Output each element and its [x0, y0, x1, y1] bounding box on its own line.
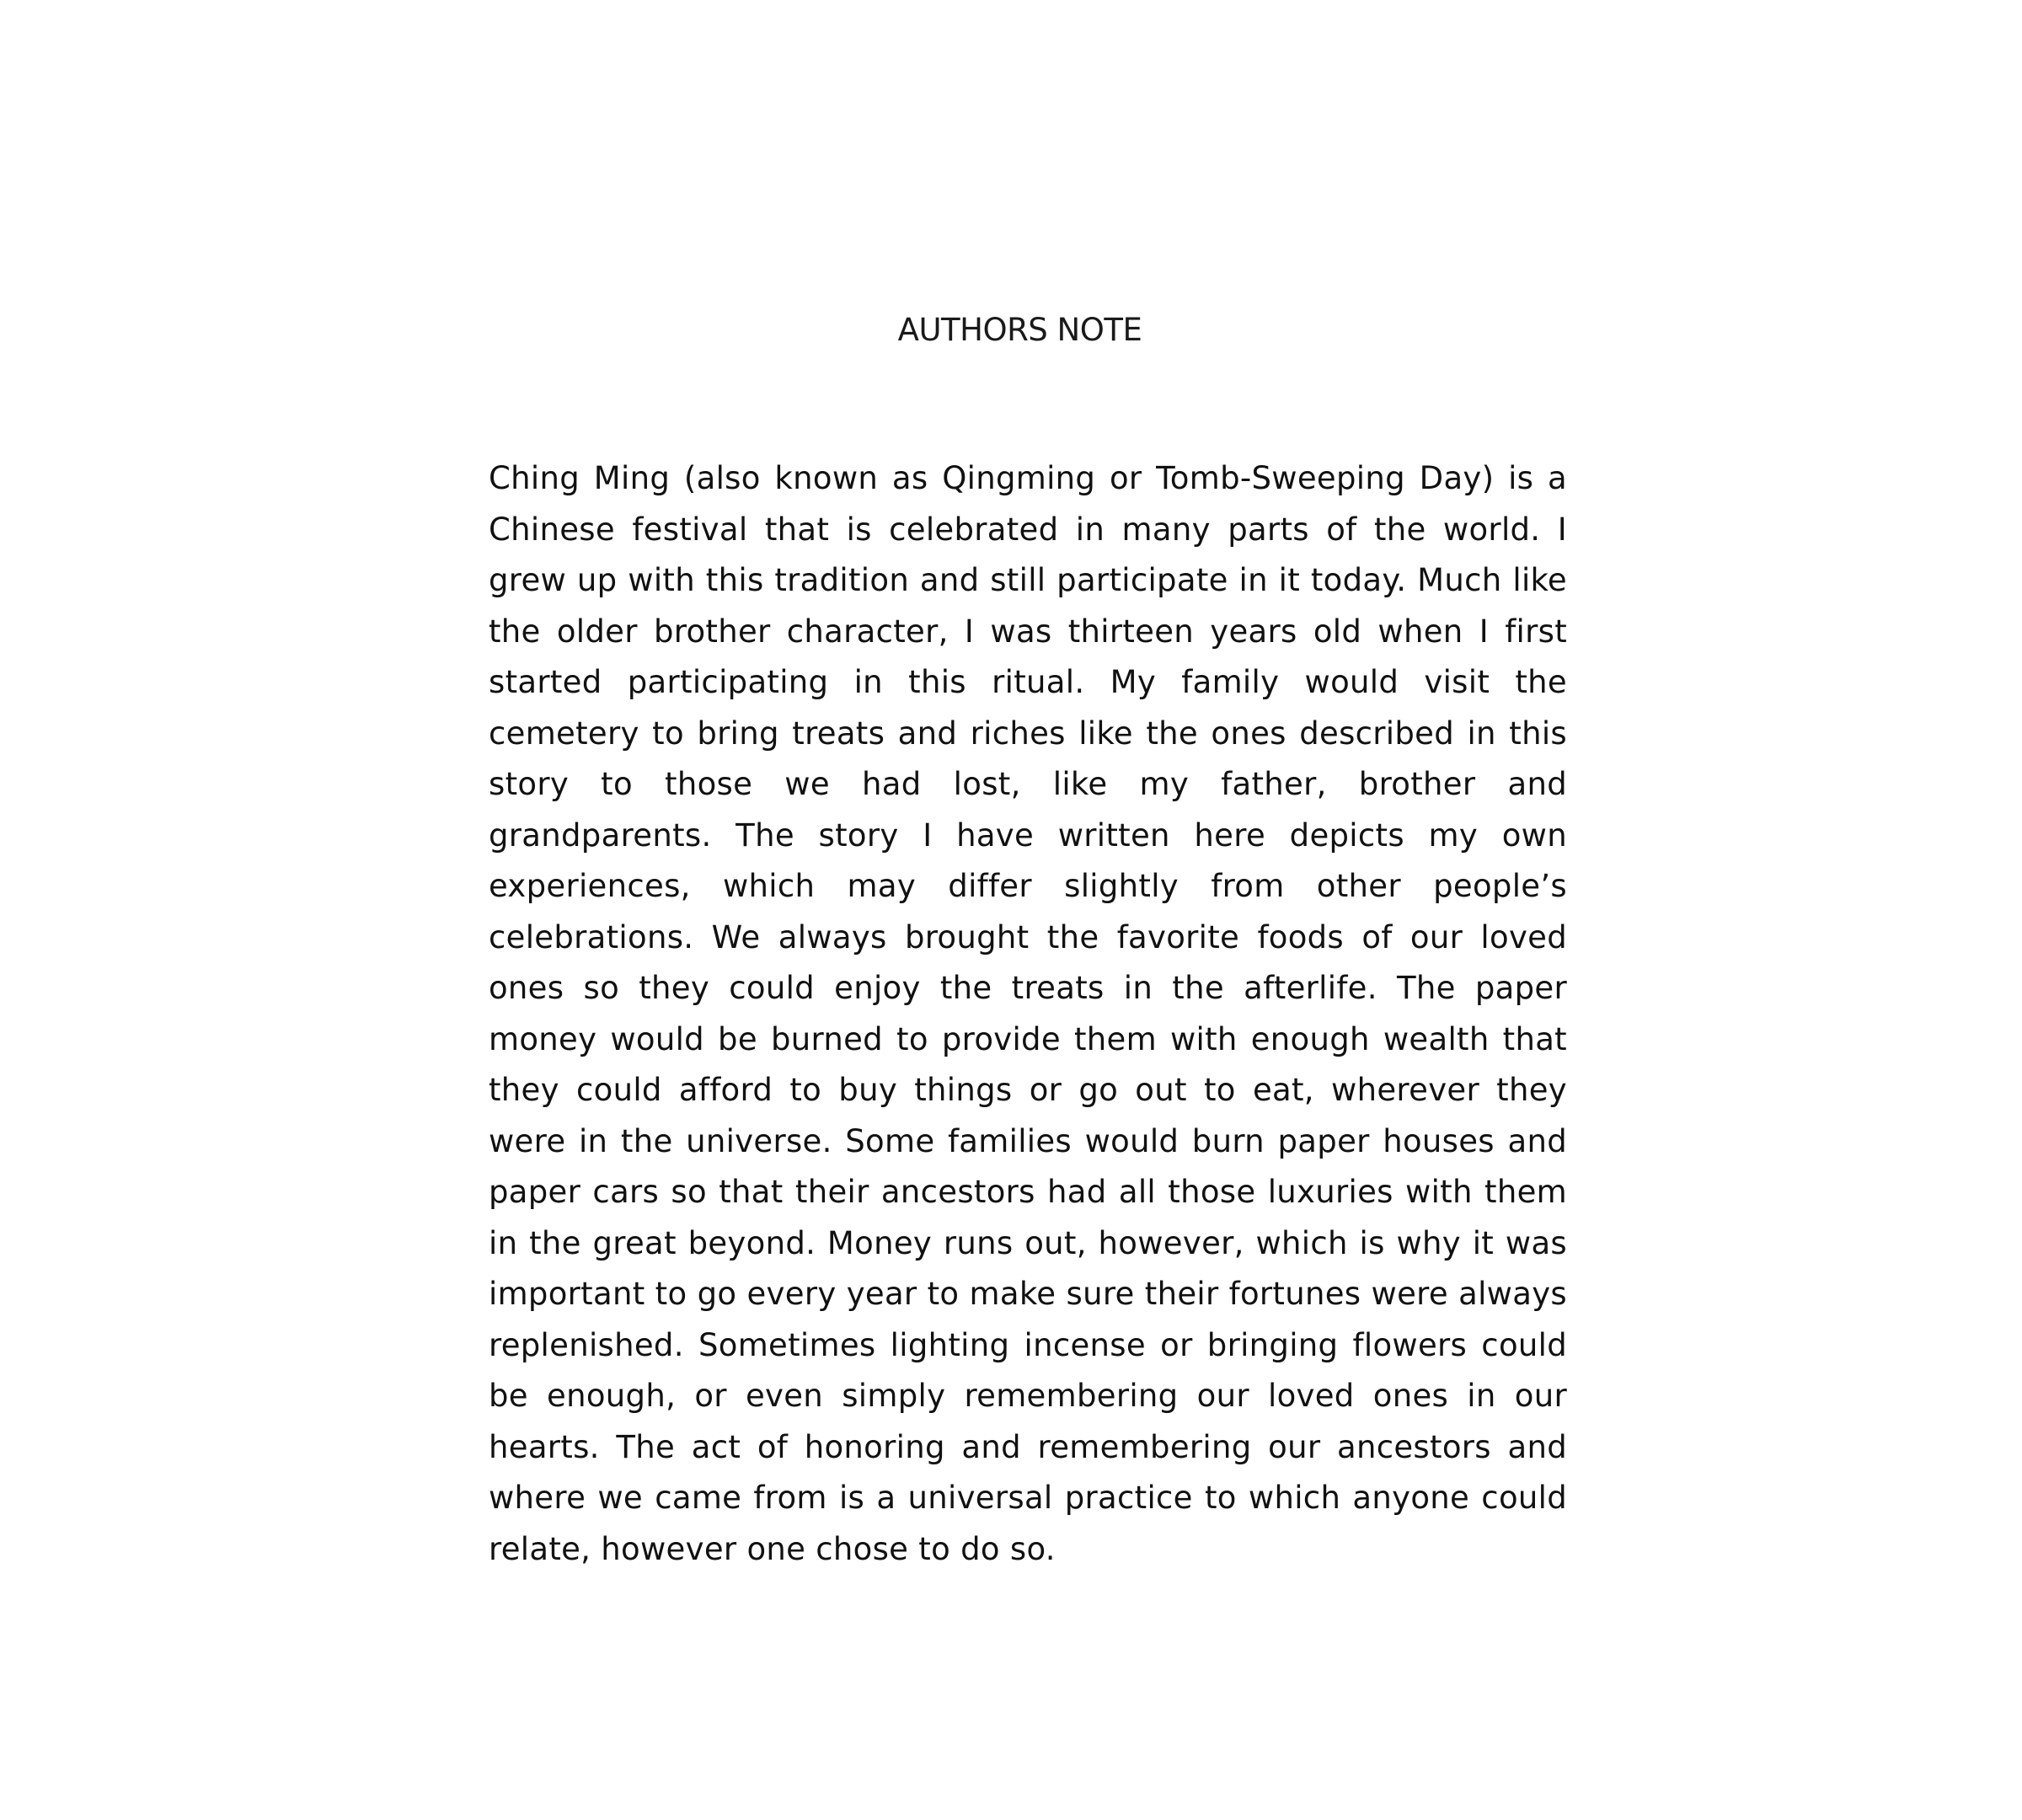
authors-note-paragraph: Ching Ming (also known as Qingming or Tomb-Sweeping Day) is a Chinese festival that is celebrated in many parts of the world. I grew up with this tradition and still participate in it today. Much like the older brother character, I was thirteen years old when I first started participating in this ritual. My family would visit the cemetery to bring treats and riches like the ones described in this story to those we had lost, like my father, brother and grandparents. The story I have written here depicts my own experiences, which may differ slightly from other people’s celebrations. We always brought the favorite foods of our loved ones so they could enjoy the treats in the afterlife. The paper money would be burned to provide them with enough wealth that they could afford to buy things or go out to eat, wherever they were in the universe. Some families would burn paper houses and paper cars so that their ancestors had all those luxuries with them in the great beyond. Money runs out, however, which is why it was important to go every year to make sure their fortunes were always replenished. Sometimes lighting incense or bringing flowers could be enough, or even simply remembering our loved ones in our hearts. The act of honoring and remembering our ancestors and where we came from is a universal practice to which anyone could relate, however one chose to do so. [489, 460, 1567, 1567]
page-title: AUTHORS NOTE [897, 312, 1142, 348]
